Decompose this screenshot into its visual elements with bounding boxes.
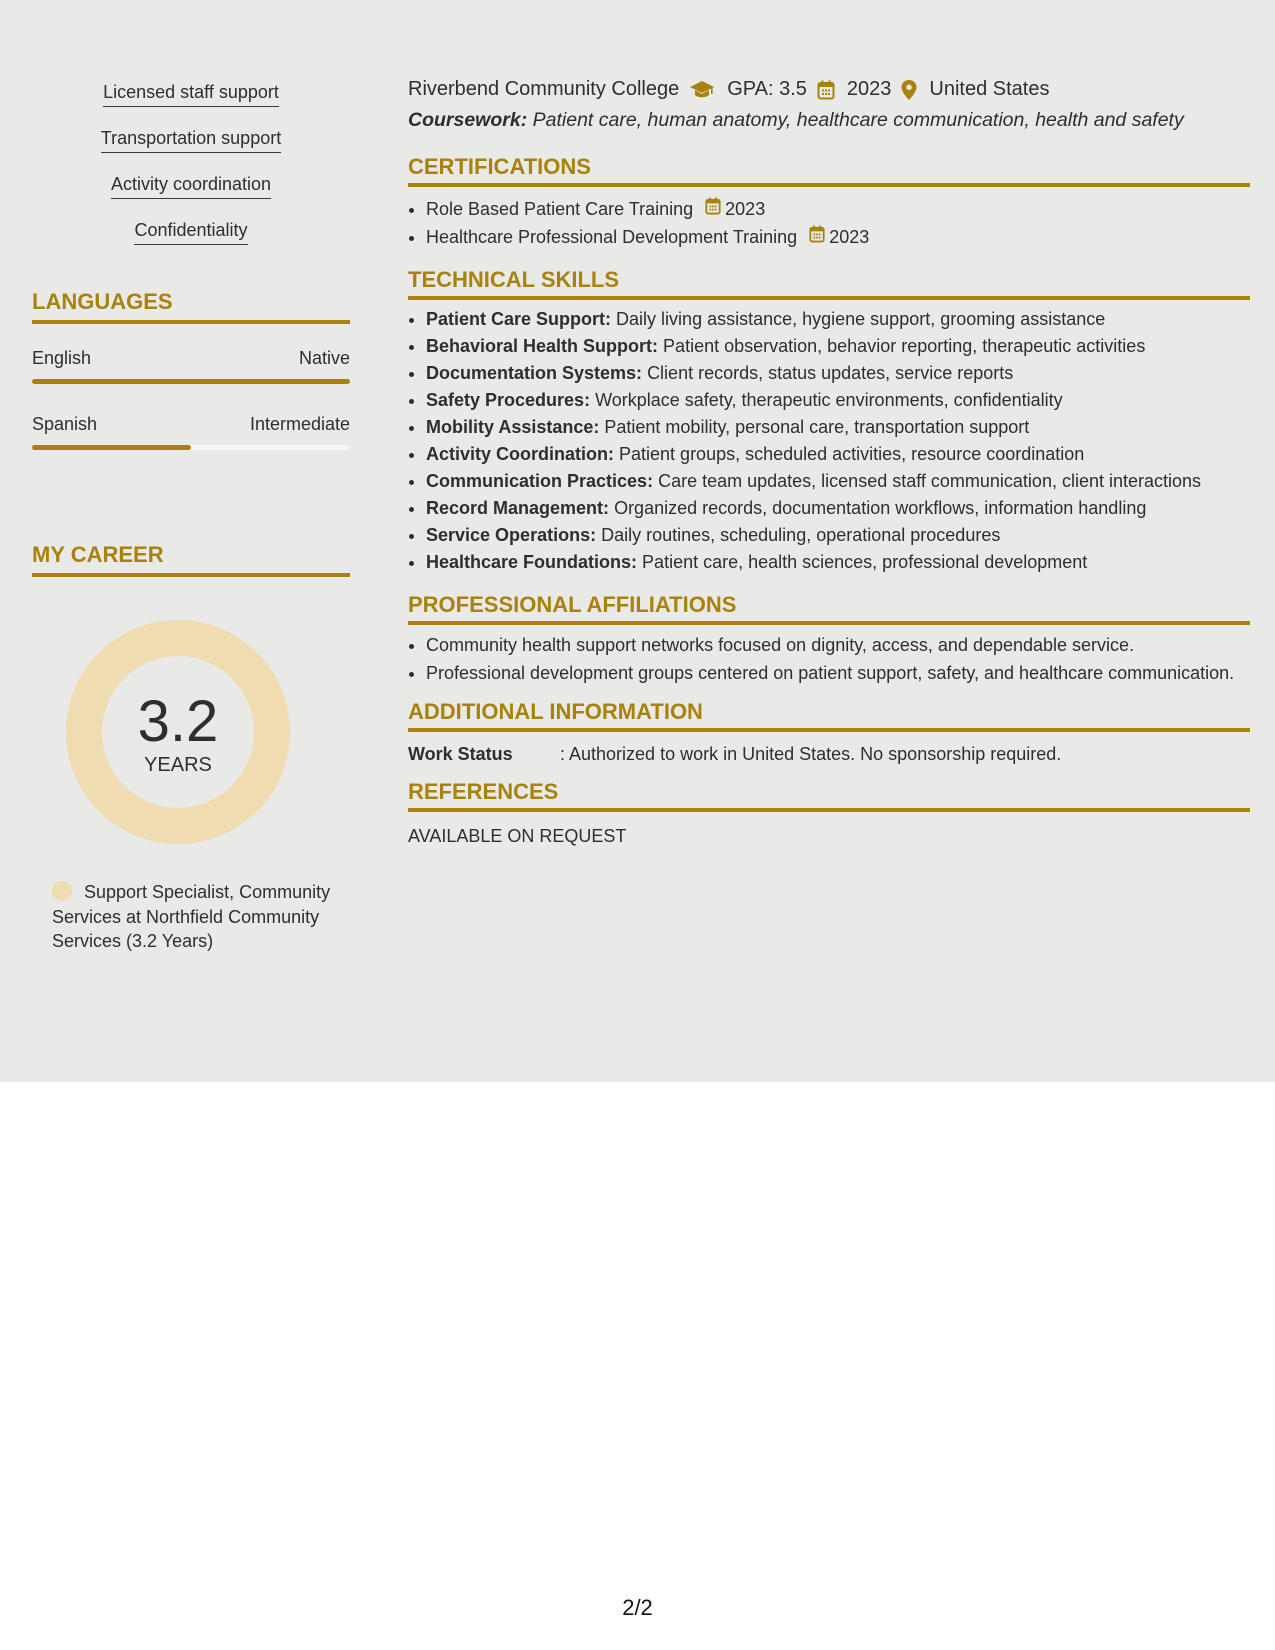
graduation-cap-icon xyxy=(689,80,715,100)
affiliations-list xyxy=(408,633,1250,685)
list-item xyxy=(426,223,1250,251)
list-item xyxy=(426,522,1250,549)
list-item xyxy=(426,306,1250,333)
skill-text: Daily routines, scheduling, operational procedures xyxy=(601,525,1001,545)
certification-year: 2023 xyxy=(829,227,870,247)
work-status-label: Work Status xyxy=(408,744,513,764)
left-column xyxy=(32,82,350,951)
skill-tag: Confidentiality xyxy=(32,220,350,245)
certifications-section xyxy=(408,154,1250,251)
list-item xyxy=(426,387,1250,414)
list-item xyxy=(426,468,1250,495)
references-section xyxy=(408,779,1250,847)
skill-label: Activity Coordination: xyxy=(426,444,614,464)
certifications-heading: CERTIFICATIONS xyxy=(408,154,1250,187)
calendar-icon xyxy=(705,195,725,223)
technical-skills-list xyxy=(408,306,1250,576)
skill-label: Mobility Assistance: xyxy=(426,417,600,437)
page-number: 2/2 xyxy=(622,1595,653,1620)
skill-tag: Transportation support xyxy=(32,128,350,153)
language-level: Native xyxy=(298,348,350,368)
language-name: Spanish xyxy=(32,414,98,434)
languages-heading: LANGUAGES xyxy=(32,289,350,324)
skill-label: Record Management: xyxy=(426,498,610,518)
language-row xyxy=(32,414,350,435)
skill-text: Organized records, documentation workflows, information handling xyxy=(614,498,1147,518)
language-level: Intermediate xyxy=(249,414,350,434)
skill-label: Healthcare Foundations: xyxy=(426,552,638,572)
right-column xyxy=(408,78,1250,847)
skill-tag: Activity coordination xyxy=(32,174,350,199)
technical-skills-heading: TECHNICAL SKILLS xyxy=(408,267,1250,300)
coursework xyxy=(408,109,1250,132)
list-item: • Professional development groups centered on patient support, safety, and healthcare communication. xyxy=(426,661,1250,686)
list-item xyxy=(426,360,1250,387)
affiliations-heading: PROFESSIONAL AFFILIATIONS xyxy=(408,592,1250,625)
career-section xyxy=(32,542,350,577)
career-heading: MY CAREER xyxy=(32,542,350,577)
skill-text: Patient groups, scheduled activities, resource coordination xyxy=(619,444,1085,464)
skill-text: Patient care, health sciences, professional development xyxy=(642,552,1088,572)
list-item xyxy=(426,195,1250,223)
references-text: AVAILABLE ON REQUEST xyxy=(408,826,627,846)
legend-swatch xyxy=(52,881,72,901)
skill-label: Communication Practices: xyxy=(426,471,654,491)
school-location: United States xyxy=(929,78,1050,100)
skill-label: Safety Procedures: xyxy=(426,390,591,410)
location-pin-icon xyxy=(901,80,917,100)
career-total-years: 3.2 xyxy=(137,689,219,754)
affiliations-section xyxy=(408,592,1250,685)
skill-text: Daily living assistance, hygiene support, grooming assistance xyxy=(616,309,1106,329)
list-item xyxy=(426,495,1250,522)
skill-text: Workplace safety, therapeutic environments, confidentiality xyxy=(595,390,1063,410)
language-name: English xyxy=(32,348,92,368)
language-level-fill xyxy=(32,445,191,450)
certifications-list xyxy=(408,195,1250,251)
school-name: Riverbend Community College xyxy=(408,78,680,100)
certification-name: Healthcare Professional Development Training xyxy=(426,227,798,247)
list-item xyxy=(426,549,1250,576)
skill-text: Care team updates, licensed staff communication, client interactions xyxy=(658,471,1202,491)
skill-label: Documentation Systems: xyxy=(426,363,643,383)
list-item: • Community health support networks focused on dignity, access, and dependable service. xyxy=(426,633,1250,658)
calendar-icon xyxy=(809,223,829,251)
language-row xyxy=(32,348,350,369)
skill-text: Patient observation, behavior reporting, therapeutic activities xyxy=(663,336,1146,356)
calendar-icon xyxy=(817,80,835,100)
work-status-value: : Authorized to work in United States. No sponsorship required. xyxy=(560,744,1062,764)
legend-label: Support Specialist, Community Services at Northfield Community Services (3.2 Years) xyxy=(52,882,331,951)
language-level-fill xyxy=(32,379,350,384)
work-status-row xyxy=(408,744,1250,765)
technical-skills-section xyxy=(408,267,1250,576)
career-legend xyxy=(52,880,332,954)
list-item xyxy=(426,414,1250,441)
list-item xyxy=(426,441,1250,468)
skill-label: Service Operations: xyxy=(426,525,597,545)
language-level-bar xyxy=(32,445,350,450)
languages-section xyxy=(32,289,350,450)
skill-text: Patient mobility, personal care, transportation support xyxy=(604,417,1030,437)
additional-info-heading: ADDITIONAL INFORMATION xyxy=(408,699,1250,732)
language-level-bar xyxy=(32,379,350,384)
skill-label: Patient Care Support: xyxy=(426,309,612,329)
skill-text: Client records, status updates, service reports xyxy=(647,363,1014,383)
coursework-label: Coursework: xyxy=(408,109,528,131)
gpa: GPA: 3.5 xyxy=(727,78,807,100)
graduation-year: 2023 xyxy=(846,78,892,100)
coursework-text: Patient care, human anatomy, healthcare communication, health and safety xyxy=(532,109,1184,131)
certification-name: Role Based Patient Care Training xyxy=(426,199,694,219)
certification-year: 2023 xyxy=(725,199,766,219)
career-unit: YEARS xyxy=(144,754,212,776)
references-heading: REFERENCES xyxy=(408,779,1250,812)
list-item xyxy=(426,333,1250,360)
skill-label: Behavioral Health Support: xyxy=(426,336,659,356)
additional-info-section xyxy=(408,699,1250,765)
education-line xyxy=(408,78,1250,101)
skill-tag: Licensed staff support xyxy=(32,82,350,107)
career-donut-chart xyxy=(66,620,290,844)
